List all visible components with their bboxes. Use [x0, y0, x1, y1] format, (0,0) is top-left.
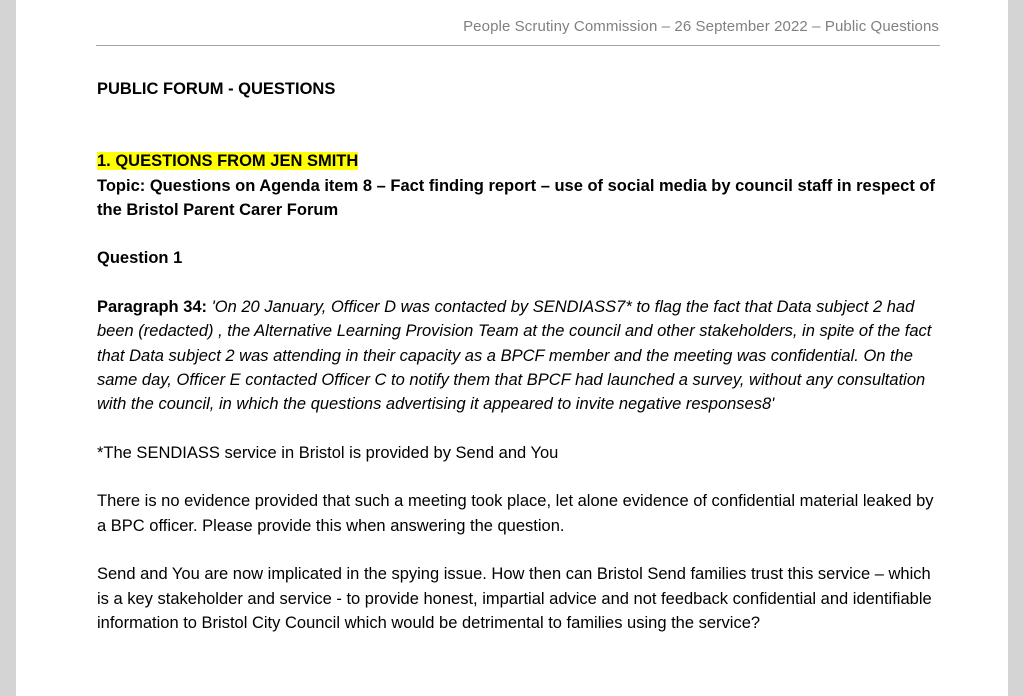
- highlighted-heading: 1. QUESTIONS FROM JEN SMITH: [97, 152, 359, 171]
- paragraph-quote: 'On 20 January, Officer D was contacted by SENDIASS7* to flag the fact that Data subject 2 had been (redacted) , the Alternative Learning Provision Team at the council and other stakeholders, in spite of the fact that Data subject 2 was attending in their capacity as a BPCF member and the meeting was confidential. On the same day, Officer E contacted Officer C to notify them that BPCF had launched a survey, without any consultation with the council, in which the questions advertising it appeared to invite negative responses8': [97, 298, 932, 414]
- header-divider: [96, 45, 940, 46]
- document-page: [16, 0, 1008, 696]
- paragraph-citation: [97, 295, 947, 416]
- topic-line: Topic: Questions on Agenda item 8 – Fact finding report – use of social media by council staff in respect of the Bristol Parent Carer Forum: [97, 176, 935, 219]
- document-title: PUBLIC FORUM - QUESTIONS: [97, 80, 336, 98]
- paragraph-label: Paragraph 34:: [97, 298, 208, 317]
- footnote: *The SENDIASS service in Bristol is provided by Send and You: [97, 443, 559, 462]
- question-paragraph: Send and You are now implicated in the spying issue. How then can Bristol Send families trust this service – which is a key stakeholder and service - to provide honest, impartial advice and not feedback confidential and identifiable information to Bristol City Council which would be detrimental to families using the service?: [97, 565, 932, 632]
- section-heading: [97, 149, 947, 173]
- page-header: People Scrutiny Commission – 26 September 2022 – Public Questions: [463, 18, 939, 35]
- evidence-paragraph: There is no evidence provided that such a meeting took place, let alone evidence of confidential material leaked by a BPC officer. Please provide this when answering the question.: [97, 492, 934, 535]
- document-body: [97, 77, 947, 635]
- question-heading: Question 1: [97, 249, 183, 268]
